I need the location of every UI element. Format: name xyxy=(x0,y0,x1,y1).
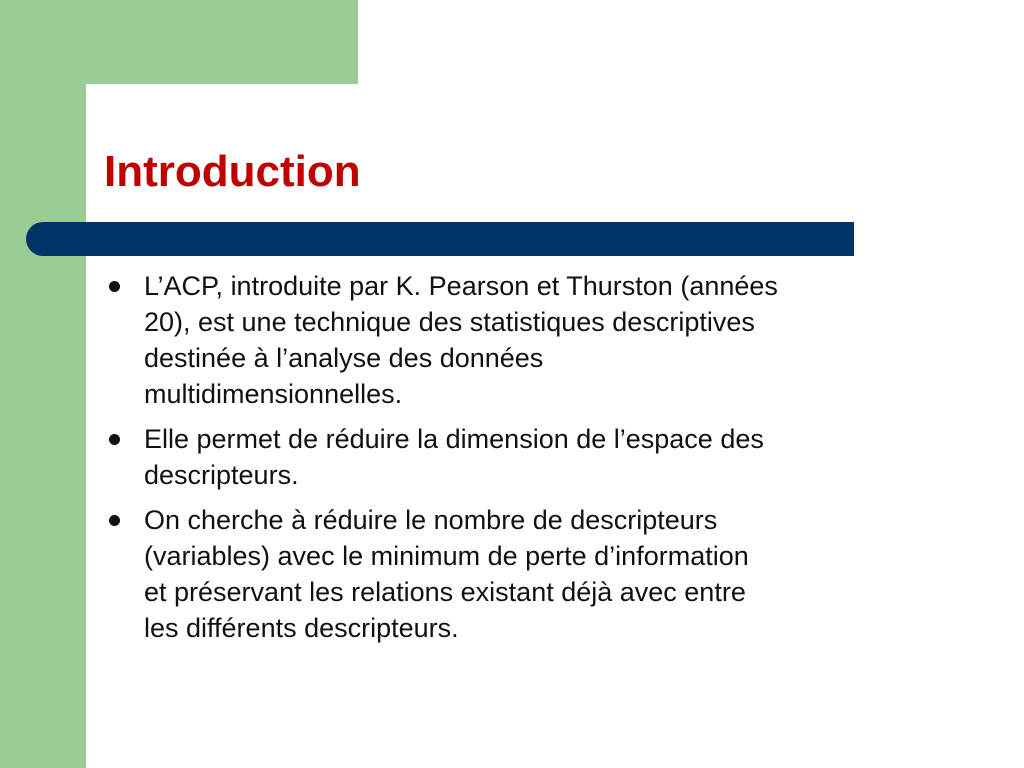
bullet-line: descripteurs. xyxy=(144,460,299,490)
bullet-line: et préservant les relations existant déjà avec entre xyxy=(144,577,746,607)
bullet-line: multidimensionnelles. xyxy=(144,379,403,409)
bullet-item xyxy=(104,421,964,493)
bullet-dot-icon xyxy=(109,434,120,445)
bullet-text xyxy=(144,421,964,493)
bullet-dot-icon xyxy=(109,281,120,292)
bullet-line: 20), est une technique des statistiques descriptives xyxy=(144,307,755,337)
bullet-line: destinée à l’analyse des données xyxy=(144,343,544,373)
bullet-dot-icon xyxy=(109,515,120,526)
bullet-list xyxy=(104,268,964,655)
green-frame-left xyxy=(0,0,86,768)
bullet-line: Elle permet de réduire la dimension de l’espace des xyxy=(144,424,764,454)
bullet-line: (variables) avec le minimum de perte d’information xyxy=(144,541,749,571)
green-frame-top xyxy=(0,0,358,84)
bullet-item xyxy=(104,268,964,412)
bullet-line: L’ACP, introduite par K. Pearson et Thurston (années xyxy=(144,271,778,301)
bullet-text xyxy=(144,268,964,412)
slide-title: Introduction xyxy=(104,147,361,196)
title-underline-bar xyxy=(26,222,854,256)
bullet-item xyxy=(104,502,964,646)
bullet-line: On cherche à réduire le nombre de descripteurs xyxy=(144,505,718,535)
bullet-line: les différents descripteurs. xyxy=(144,613,459,643)
bullet-text xyxy=(144,502,964,646)
